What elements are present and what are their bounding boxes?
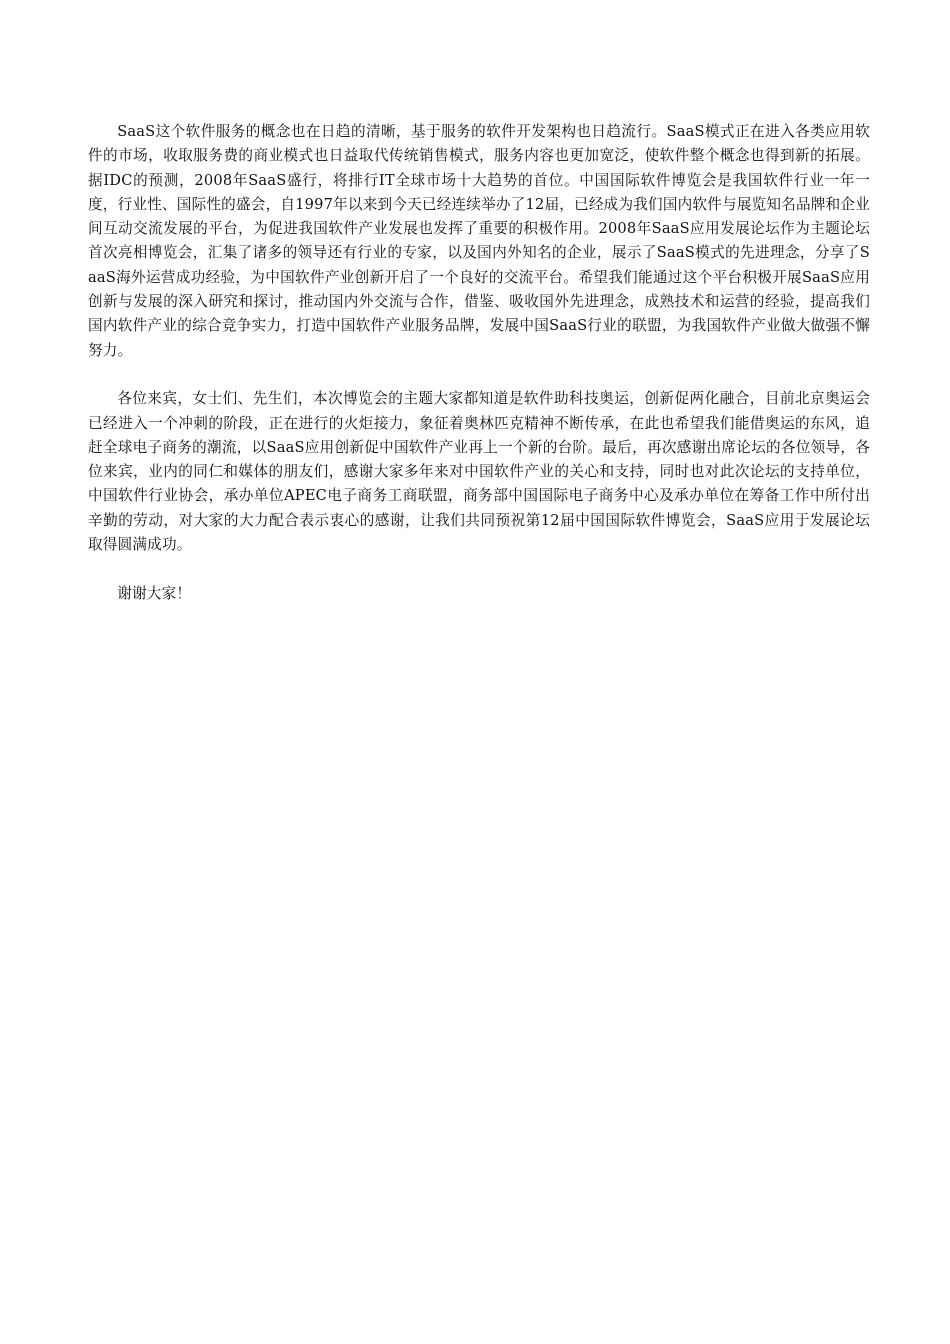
paragraph-closing-remarks: 各位来宾，女士们、先生们，本次博览会的主题大家都知道是软件助科技奥运，创新促两化融合，目前北京奥运会已经进入一个冲刺的阶段，正在进行的火炬接力，象征着奥林匹克精神不断传承，在此也希望我们能借奥运的东风，追赶全球电子商务的潮流，以SaaS应用创新促中国软件产业再上一个新的台阶。最后，再次感谢出席论坛的各位领导，各位来宾，业内的同仁和媒体的朋友们，感谢大家多年来对中国软件产业的关心和支持，同时也对此次论坛的支持单位，中国软件行业协会，承办单位APEC电子商务工商联盟，商务部中国国际电子商务中心及承办单位在筹备工作中所付出辛勤的劳动，对大家的大力配合表示衷心的感谢，让我们共同预祝第12届中国国际软件博览会，SaaS应用于发展论坛取得圆满成功。 <box>88 390 870 554</box>
paragraph-saas-overview: SaaS这个软件服务的概念也在日趋的清晰，基于服务的软件开发架构也日趋流行。SaaS模式正在进入各类应用软件的市场，收取服务费的商业模式也日益取代传统销售模式，服务内容也更加宽泛，使软件整个概念也得到新的拓展。据IDC的预测，2008年SaaS盛行，将排行IT全球市场十大趋势的首位。中国国际软件博览会是我国软件行业一年一度，行业性、国际性的盛会，自1997年以来到今天已经连续举办了12届，已经成为我们国内软件与展览知名品牌和企业间互动交流发展的平台，为促进我国软件产业发展也发挥了重要的积极作用。2008年SaaS应用发展论坛作为主题论坛首次亮相博览会，汇集了诸多的领导还有行业的专家，以及国内外知名的企业，展示了SaaS模式的先进理念，分享了SaaS海外运营成功经验，为中国软件产业创新开启了一个良好的交流平台。希望我们能通过这个平台积极开展SaaS应用创新与发展的深入研究和探讨，推动国内外交流与合作，借鉴、吸收国外先进理念，成熟技术和运营的经验，提高我们国内软件产业的综合竞争实力，打造中国软件产业服务品牌，发展中国SaaS行业的联盟，为我国软件产业做大做强不懈努力。 <box>88 123 870 359</box>
paragraph-spacer <box>88 557 870 581</box>
document-body <box>88 120 870 606</box>
paragraph-spacer <box>88 363 870 387</box>
paragraph-thanks: 谢谢大家！ <box>117 584 192 602</box>
